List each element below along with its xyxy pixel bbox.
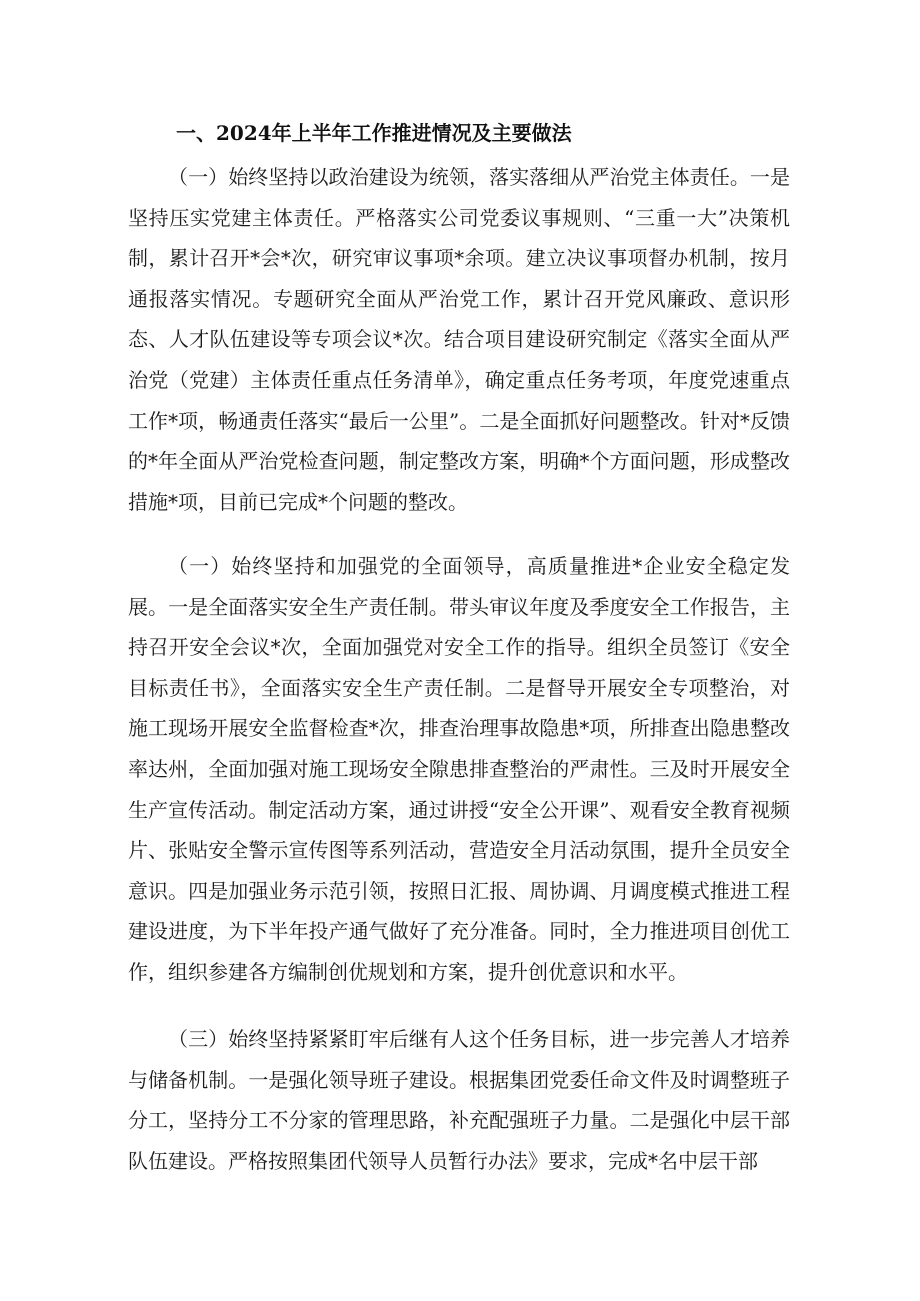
- paragraph-safety-development: （一）始终坚持和加强党的全面领导，高质量推进*企业安全稳定发展。一是全面落实安全生产责任制。带头审议年度及季度安全工作报告，主持召开安全会议*次，全面加强党对安全工作的指导。组织全员签订《安全目标责任书》，全面落实安全生产责任制。二是督导开展安全专项整治，对施工现场开展安全监督检查*次，排查治理事故隐患*项，所排查出隐患整改率达州，全面加强对施工现场安全隙患排查整治的严肃性。三及时开展安全生产宣传活动。制定活动方案，通过讲授“安全公开课”、观看安全教育视频片、张贴安全警示宣传图等系列活动，营造安全月活动氛围，提升全员安全意识。四是加强业务示范引领，按照日汇报、周协调、月调度模式推进工程建设进度，为下半年投产通气做好了充分准备。同时，全力推进项目创优工作，组织参建各方编制创优规划和方案，提升创优意识和水平。: [128, 554, 790, 984]
- paragraph-talent-training: （三）始终坚持紧紧盯牢后继有人这个任务目标，进一步完善人才培养与储备机制。一是强化领导班子建设。根据集团党委任命文件及时调整班子分工，坚持分工不分家的管理思路，补充配强班子力量。二是强化中层干部队伍建设。严格按照集团代领导人员暂行办法》要求，完成*名中层干部: [128, 1027, 790, 1173]
- paragraph-political-construction: （一）始终坚持以政治建设为统领，落实落细从严治党主体责任。一是坚持压实党建主体责任。严格落实公司党委议事规则、“三重一大”决策机制，累计召开*会*次，研究审议事项*余项。建立决议事项督办机制，按月通报落实情况。专题研究全面从严治党工作，累计召开党风廉政、意识形态、人才队伍建设等专项会议*次。结合项目建设研究制定《落实全面从严治党（党建）主体责任重点任务清单》，确定重点任务考项，年度党速重点工作*项，畅通责任落实“最后一公里”。二是全面抓好问题整改。针对*反馈的*年全面从严治党检查问题，制定整改方案，明确*个方面问题，形成整改措施*项，目前已完成*个问题的整改。: [128, 165, 790, 514]
- section-heading: 一、2024年上半年工作推进情况及主要做法: [176, 121, 572, 145]
